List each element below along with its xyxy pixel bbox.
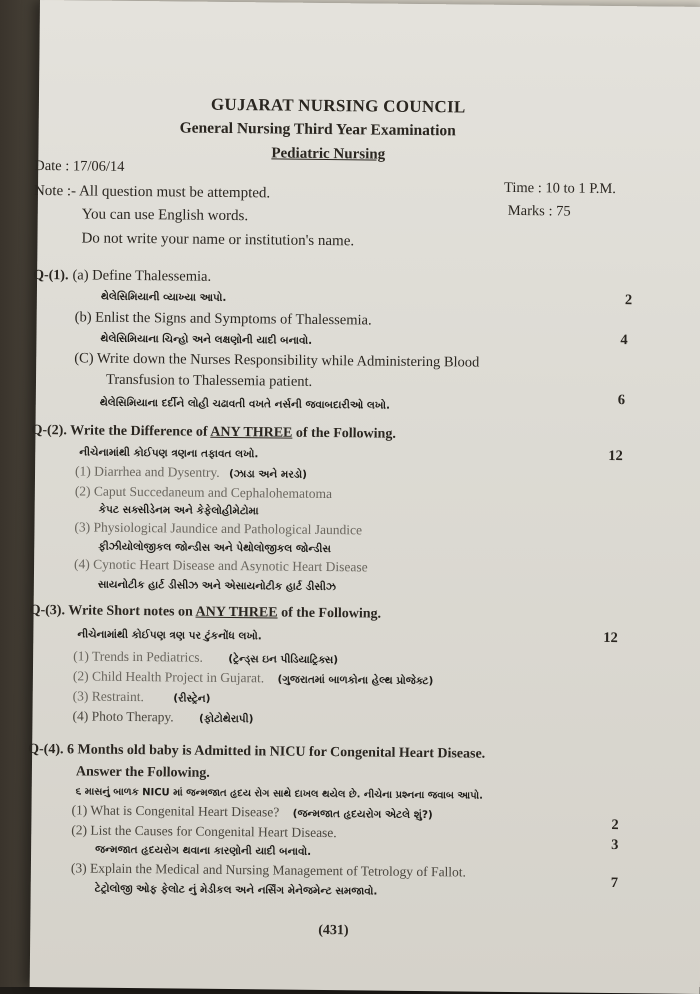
q2-item-1 (75, 463, 307, 481)
q1-b-marks: 4 (620, 332, 628, 349)
q3-item-3-gujarati: (રીસ્ટ્રેન) (173, 692, 211, 705)
q3-item-4-text: (4) Photo Therapy. (72, 708, 174, 725)
question-2 (31, 423, 396, 443)
q4-part-2-text: (2) List the Causes for Congenital Heart Disease. (71, 822, 337, 841)
q3-label: Q-(3). (29, 602, 66, 619)
q2-item-4-gujarati: સાયનોટીક હાર્ટ ડીસીઝ અને એસાયનોટીક હાર્ટ ડીસીઝ (97, 578, 337, 594)
q1-c-marks: 6 (617, 392, 626, 409)
q1-a-marks: 2 (624, 292, 633, 309)
q3-item-4-gujarati: (ફોટોથેરાપી) (199, 712, 254, 726)
page-number: (431) (318, 922, 349, 939)
q3-item-3 (73, 688, 211, 705)
q3-item-3-text: (3) Restraint. (72, 688, 145, 705)
q2-title-any-three: ANY THREE (210, 424, 293, 441)
q3-item-1 (73, 648, 338, 667)
q4-part-3-marks: 7 (610, 875, 619, 892)
q3-item-1-text: (1) Trends in Pediatrics. (73, 648, 203, 665)
q1-a: (a) Define Thalessemia. (72, 267, 212, 285)
question-1 (33, 266, 211, 286)
q3-item-2-text: (2) Child Health Project in Gujarat. (72, 668, 265, 686)
q2-item-4-text: (4) Cynotic Heart Disease and Asynotic Heart Disease (74, 556, 368, 575)
q3-title-a: Write Short notes on (68, 603, 193, 620)
q2-title-b: of the Following. (295, 425, 396, 442)
q4-part-1-marks: 2 (611, 817, 619, 834)
exam-marks: Marks : 75 (507, 202, 571, 220)
q3-item-2 (73, 668, 434, 688)
council-title: GUJARAT NURSING COUNCIL (210, 94, 466, 117)
q4-gujarati: ૬ માસનું બાળક NICU માં જન્મજાત હૃદય રોગ સાથે દાખલ થયેલ છે. નીચેના પ્રશ્નના જવાબ આપો. (75, 786, 483, 802)
question-3 (30, 603, 382, 623)
q2-label: Q-(2). (31, 422, 67, 439)
q4-part-1-gujarati: (જન્મજાત હૃદયરોગ એટલે શું?) (292, 807, 433, 822)
q3-title-any-three: ANY THREE (195, 604, 278, 621)
q4-label: Q-(4). (28, 741, 64, 758)
q2-item-1-gujarati: (ઝાડા અને મરડો) (228, 468, 308, 481)
q2-item-3-gujarati: ફીઝીયોલોજીકલ જોન્ડીસ અને પેથોલોજીકલ જોન્ડીસ (98, 540, 332, 556)
q1-c-gujarati: થેલેસિમિયાના દર્દીને લોહી ચઢાવતી વખતે નર્સની જવાબદારીઓ લખો. (99, 396, 391, 412)
note-line-1: Note :- All question must be attempted. (33, 182, 271, 202)
q2-gujarati: નીચેનામાંથી કોઈપણ ત્રણના તફાવત લખો. (79, 446, 259, 461)
exam-time: Time : 10 to 1 P.M. (503, 179, 617, 198)
q1-a-gujarati: થેલેસિમિયાની વ્યાખ્યા આપો. (100, 290, 227, 304)
q1-c-line-1: (C) Write down the Nurses Responsibility while Administering Blood (74, 350, 480, 371)
q2-title-a: Write the Difference of (70, 423, 208, 440)
q3-item-4 (72, 708, 253, 726)
q1-b-gujarati: થેલેસિમિયાના ચિન્હો અને લક્ષણોની યાદી બનાવો. (100, 332, 313, 347)
q4-part-2-gujarati: જન્મજાત હૃદયરોગ થવાના કારણોની યાદી બનાવો. (95, 843, 312, 858)
q4-part-3-gujarati: ટેટ્રોલોજી ઓફ ફેલોટ નું મેડીકલ અને નર્સિંગ મેનેજમેન્ટ સમજાવો. (94, 882, 378, 898)
q3-item-2-gujarati: (ગુજરાતમાં બાળકોના હેલ્થ પ્રોજેક્ટ) (277, 673, 434, 688)
q2-item-3-text: (3) Physiological Jaundice and Pathological Jaundice (74, 519, 363, 538)
q2-marks: 12 (608, 447, 623, 465)
q4-title-1: 6 Months old baby is Admitted in NICU for Congenital Heart Disease. (66, 742, 486, 762)
note-line-3: Do not write your name or institution's name. (81, 230, 355, 250)
q3-title-b: of the Following. (281, 605, 382, 622)
exam-paper (30, 0, 700, 994)
q4-part-2-marks: 3 (611, 837, 619, 854)
q3-marks: 12 (603, 629, 618, 647)
q3-item-1-gujarati: (ટ્રેન્ડ્સ ઇન પીડિયાટ્રિક્સ) (228, 653, 339, 667)
note-line-2: You can use English words. (81, 206, 249, 225)
q1-label: Q-(1). (33, 267, 69, 284)
exam-title: General Nursing Third Year Examination (179, 119, 456, 140)
q2-item-2-gujarati: કેપટ સક્સીડેનમ અને કેફેલોહીમેટોમા (98, 503, 259, 518)
q4-part-1 (71, 802, 432, 822)
q4-title-2: Answer the Following. (75, 764, 210, 781)
subject-title: Pediatric Nursing (271, 145, 386, 163)
q3-gujarati: નીચેનામાંથી કોઈપણ ત્રણ પર ટુંકનોંધ લખો. (77, 628, 262, 643)
q4-part-1-text: (1) What is Congenital Heart Disease? (71, 802, 280, 820)
q1-c-line-2: Transfusion to Thalessemia patient. (105, 371, 313, 390)
question-4 (28, 742, 485, 763)
q4-part-3-text: (3) Explain the Medical and Nursing Management of Tetrology of Fallot. (70, 860, 467, 880)
q1-b: (b) Enlist the Signs and Symptoms of Thalessemia. (74, 309, 372, 329)
q2-item-2-text: (2) Caput Succedaneum and Cephalohematoma (74, 483, 333, 502)
exam-date: Date : 17/06/14 (34, 157, 125, 175)
q2-item-1-text: (1) Diarrhea and Dysentry. (74, 463, 220, 480)
